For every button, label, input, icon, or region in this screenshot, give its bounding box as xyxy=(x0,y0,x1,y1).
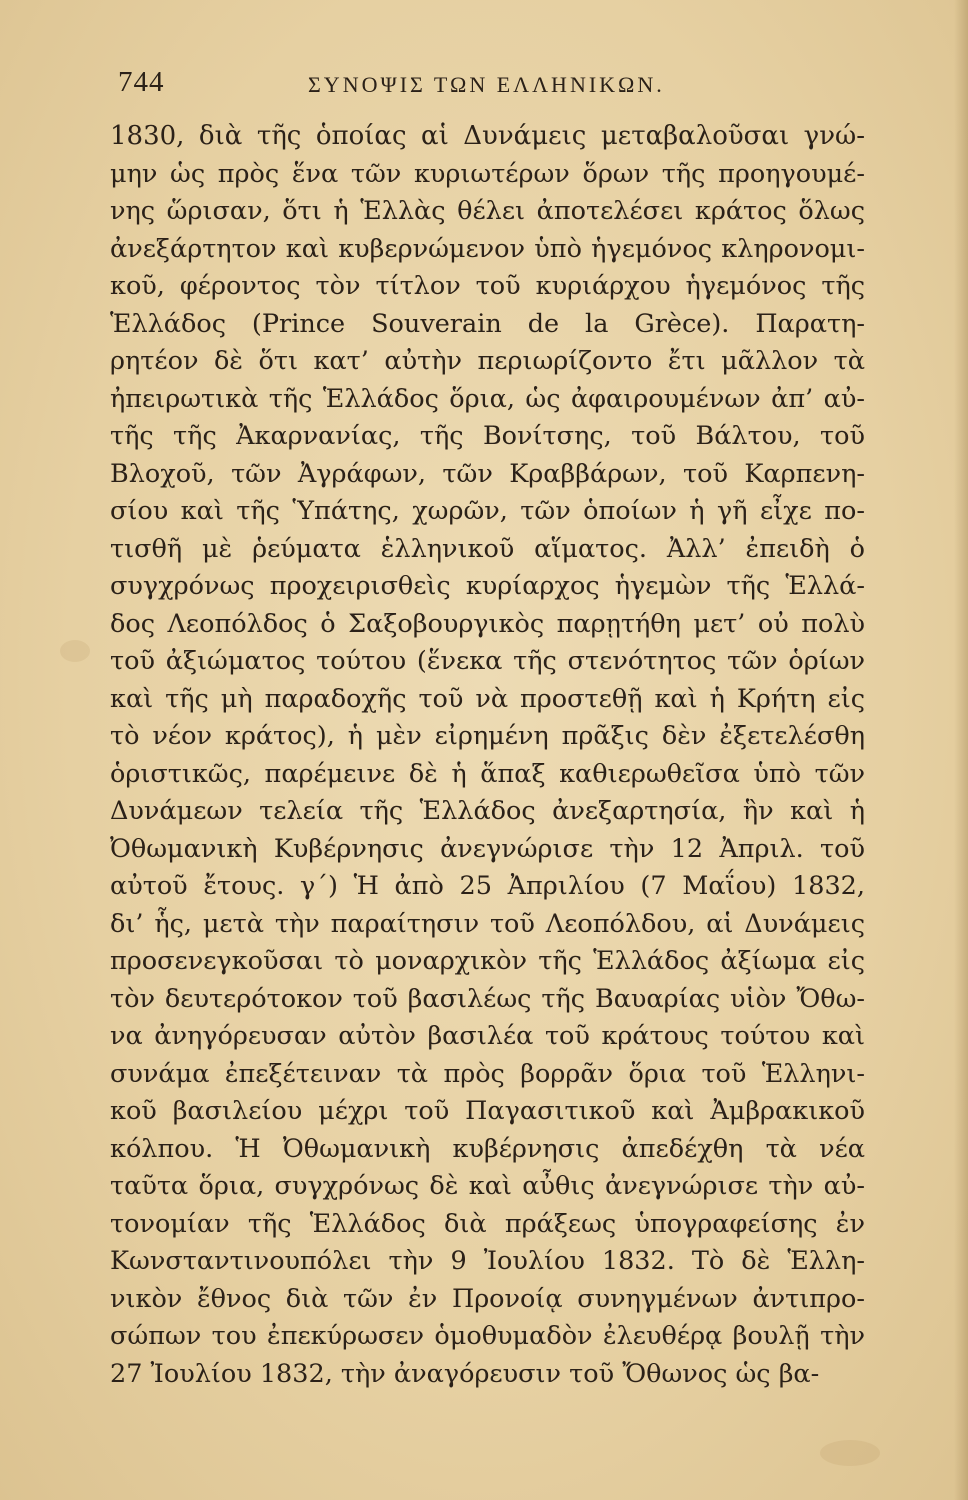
text-line: καὶ τῆς μὴ παραδοχῆς τοῦ νὰ προστεθῇ καὶ ἡ Κρήτη εἰς xyxy=(110,683,865,714)
text-line: τὸ νέον κράτος), ἡ μὲν εἰρημένη πρᾶξις δὲν ἐξετελέσθη xyxy=(110,721,865,751)
page-edge-shadow xyxy=(954,0,968,1500)
text-line: κόλπου. Ἡ Ὀθωμανικὴ κυβέρνησις ἀπεδέχθη τὰ νέα xyxy=(110,1133,865,1164)
text-line: τισθῆ μὲ ῥεύματα ἑλληνικοῦ αἵματος. Ἀλλ’ ἐπειδὴ ὁ xyxy=(110,533,865,564)
text-line: 27 Ἰουλίου 1832, τὴν ἀναγόρευσιν τοῦ Ὄθωνος ὡς βα- xyxy=(110,1358,820,1389)
text-line: δι’ ἧς, μετὰ τὴν παραίτησιν τοῦ Λεοπόλδου, αἱ Δυνάμεις xyxy=(110,908,865,939)
text-line: συνάμα ἐπεξέτειναν τὰ πρὸς βορρᾶν ὅρια τοῦ Ἑλληνι- xyxy=(110,1058,865,1089)
text-line: κοῦ βασιλείου μέχρι τοῦ Παγασιτικοῦ καὶ Ἀμβρακικοῦ xyxy=(110,1096,865,1126)
text-line: συγχρόνως προχειρισθεὶς κυρίαρχος ἡγεμὼν τῆς Ἑλλά- xyxy=(110,571,865,601)
text-line: τῆς τῆς Ἀκαρνανίας, τῆς Βονίτσης, τοῦ Βάλτου, τοῦ xyxy=(110,421,865,451)
text-line: τοῦ ἀξιώματος τούτου (ἕνεκα τῆς στενότητος τῶν ὁρίων xyxy=(110,646,865,676)
text-line: νης ὥρισαν, ὅτι ἡ Ἑλλὰς θέλει ἀποτελέσει κράτος ὅλως xyxy=(110,196,865,226)
text-line: ρητέον δὲ ὅτι κατ’ αὐτὴν περιωρίζοντο ἔτι μᾶλλον τὰ xyxy=(110,346,865,376)
text-line: Ἑλλάδος (Prince Souverain de la Grèce). Παρατη- xyxy=(110,308,865,339)
text-line: Ὀθωμανικὴ Κυβέρνησις ἀνεγνώρισε τὴν 12 Ἀπριλ. τοῦ xyxy=(110,833,865,864)
text-line: Κωνσταντινουπόλει τὴν 9 Ἰουλίου 1832. Τὸ δὲ Ἑλλη- xyxy=(110,1246,865,1276)
text-line: αὐτοῦ ἔτους. γ΄) Ἡ ἀπὸ 25 Ἀπριλίου (7 Μαΐου) 1832, xyxy=(110,871,865,901)
text-line: δος Λεοπόλδος ὁ Σαξοβουργικὸς παρῃτήθη μετ’ οὐ πολὺ xyxy=(110,608,865,639)
text-line: σώπων του ἐπεκύρωσεν ὁμοθυμαδὸν ἐλευθέρᾳ βουλῇ τὴν xyxy=(110,1321,865,1351)
paper-stain xyxy=(820,1440,880,1466)
text-line: κοῦ, φέροντος τὸν τίτλον τοῦ κυριάρχου ἡγεμόνος τῆς xyxy=(110,271,865,301)
text-line: μην ὡς πρὸς ἕνα τῶν κυριωτέρων ὅρων τῆς προηγουμέ- xyxy=(110,158,865,189)
running-head: ΣΥΝΟΨΙΣ ΤΩΝ ΕΛΛΗΝΙΚΩΝ. xyxy=(308,72,665,97)
body-text xyxy=(110,118,865,1393)
text-line: να ἀνηγόρευσαν αὐτὸν βασιλέα τοῦ κράτους τούτου καὶ xyxy=(110,1021,865,1051)
text-line: Βλοχοῦ, τῶν Ἀγράφων, τῶν Κραββάρων, τοῦ Καρπενη- xyxy=(110,458,865,489)
text-line: 1830, διὰ τῆς ὁποίας αἱ Δυνάμεις μεταβαλοῦσαι γνώ- xyxy=(110,121,865,151)
text-line: νικὸν ἔθνος διὰ τῶν ἐν Προνοίᾳ συνηγμένων ἀντιπρο- xyxy=(110,1283,865,1314)
text-line: ἠπειρωτικὰ τῆς Ἑλλάδος ὅρια, ὡς ἀφαιρουμένων ἀπ’ αὐ- xyxy=(110,383,865,414)
text-line: ἀνεξάρτητον καὶ κυβερνώμενον ὑπὸ ἡγεμόνος κληρονομι- xyxy=(110,233,865,264)
page-header xyxy=(118,66,878,106)
text-line: τὸν δευτερότοκον τοῦ βασιλέως τῆς Βαυαρίας υἱὸν Ὄθω- xyxy=(110,983,865,1014)
text-line: ταῦτα ὅρια, συγχρόνως δὲ καὶ αὖθις ἀνεγνώρισε τὴν αὐ- xyxy=(110,1171,865,1201)
text-line: τονομίαν τῆς Ἑλλάδος διὰ πράξεως ὑπογραφείσης ἐν xyxy=(110,1208,865,1239)
text-line: ὁριστικῶς, παρέμεινε δὲ ἡ ἅπαξ καθιερωθεῖσα ὑπὸ τῶν xyxy=(110,758,865,789)
paper-stain xyxy=(60,640,90,662)
text-line: Δυνάμεων τελεία τῆς Ἑλλάδος ἀνεξαρτησία, ἣν καὶ ἡ xyxy=(110,796,865,826)
text-line: προσενεγκοῦσαι τὸ μοναρχικὸν τῆς Ἑλλάδος ἀξίωμα εἰς xyxy=(110,946,865,976)
text-line: σίου καὶ τῆς Ὑπάτης, χωρῶν, τῶν ὁποίων ἡ γῆ εἶχε πο- xyxy=(110,496,865,526)
page-number: 744 xyxy=(118,66,165,98)
